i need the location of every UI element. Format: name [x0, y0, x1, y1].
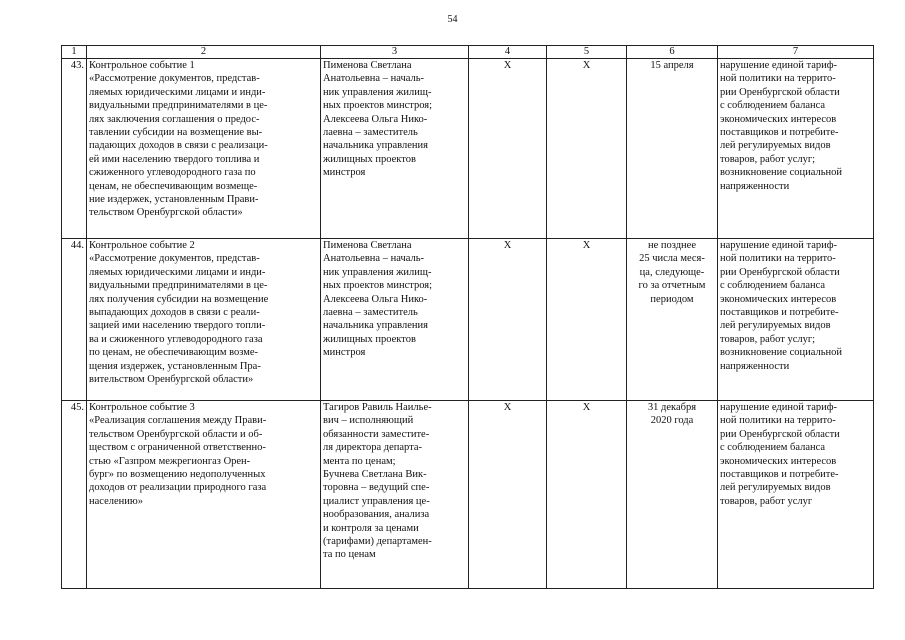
table-row	[62, 59, 874, 239]
column-4-mark: X	[469, 59, 547, 239]
row-number: 45.	[62, 401, 87, 589]
column-5-mark: X	[547, 59, 627, 239]
header-cell-3: 3	[321, 46, 469, 59]
table-row	[62, 239, 874, 401]
responsible-person: Пименова Светлана Анатольевна – началь- ник управления жилищ- ных проектов минстроя; Алексеева Ольга Нико- лаевна – заместитель начальника управления жилищных проектов минстроя	[321, 239, 469, 401]
page-number: 54	[447, 14, 458, 25]
responsible-person: Тагиров Равиль Наилье- вич – исполняющий обязанности заместите- ля директора департа- мента по ценам; Бучнева Светлана Вик- торовна – ведущий спе- циалист управления це- нообразования, анализа и контроля за ценами (тарифами) департамен- та по ценам	[321, 401, 469, 589]
table-row	[62, 401, 874, 589]
deadline: 31 декабря 2020 года	[627, 401, 718, 589]
risk-description: нарушение единой тариф- ной политики на террито- рии Оренбургской области с соблюдением баланса экономических интересов поставщиков и потребите- лей регулируемых видов товаров, работ услуг; возникновение социальной напряженности	[718, 239, 874, 401]
header-cell-5: 5	[547, 46, 627, 59]
column-5-mark: X	[547, 239, 627, 401]
risk-description: нарушение единой тариф- ной политики на террито- рии Оренбургской области с соблюдением баланса экономических интересов поставщиков и потребите- лей регулируемых видов товаров, работ услуг; возникновение социальной напряженности	[718, 59, 874, 239]
column-5-mark: X	[547, 401, 627, 589]
event-description: Контрольное событие 1 «Рассмотрение документов, представ- ляемых юридическими лицами и инди- видуальными предпринимателями в це- лях заключения соглашения о предос- тавлении субсидии на возмещение вы- падающих доходов в связи с реализаци- ей ими населению твердого топлива и сжиженного углеводородного газа по ценам, не обеспечивающим возмеще- ние издержек, установленным Прави- тельством Оренбургской области»	[87, 59, 321, 239]
event-description: Контрольное событие 2 «Рассмотрение документов, представ- ляемых юридическими лицами и инди- видуальными предпринимателями в це- лях получения субсидии на возмещение выпадающих доходов в связи с реали- зацией ими населению твердого топли- ва и сжиженного углеводородного газа по ценам, не обеспечивающим возме- щения издержек, установленным Пра- вительством Оренбургской области»	[87, 239, 321, 401]
risk-description: нарушение единой тариф- ной политики на террито- рии Оренбургской области с соблюдением баланса экономических интересов поставщиков и потребите- лей регулируемых видов товаров, работ услуг	[718, 401, 874, 589]
header-cell-4: 4	[469, 46, 547, 59]
header-cell-2: 2	[87, 46, 321, 59]
deadline: 15 апреля	[627, 59, 718, 239]
header-cell-1: 1	[62, 46, 87, 59]
row-number: 43.	[62, 59, 87, 239]
row-number: 44.	[62, 239, 87, 401]
column-4-mark: X	[469, 401, 547, 589]
header-cell-6: 6	[627, 46, 718, 59]
header-cell-7: 7	[718, 46, 874, 59]
table-header-row	[62, 46, 874, 59]
responsible-person: Пименова Светлана Анатольевна – началь- ник управления жилищ- ных проектов минстроя; Алексеева Ольга Нико- лаевна – заместитель начальника управления жилищных проектов минстроя	[321, 59, 469, 239]
control-events-table	[61, 45, 874, 589]
deadline: не позднее 25 числа меся- ца, следующе- го за отчетным периодом	[627, 239, 718, 401]
column-4-mark: X	[469, 239, 547, 401]
event-description: Контрольное событие 3 «Реализация соглашения между Прави- тельством Оренбургской области и об- ществом с ограниченной ответственно- стью «Газпром межрегионгаз Орен- бург» по возмещению недополученных доходов от реализации природного газа населению»	[87, 401, 321, 589]
